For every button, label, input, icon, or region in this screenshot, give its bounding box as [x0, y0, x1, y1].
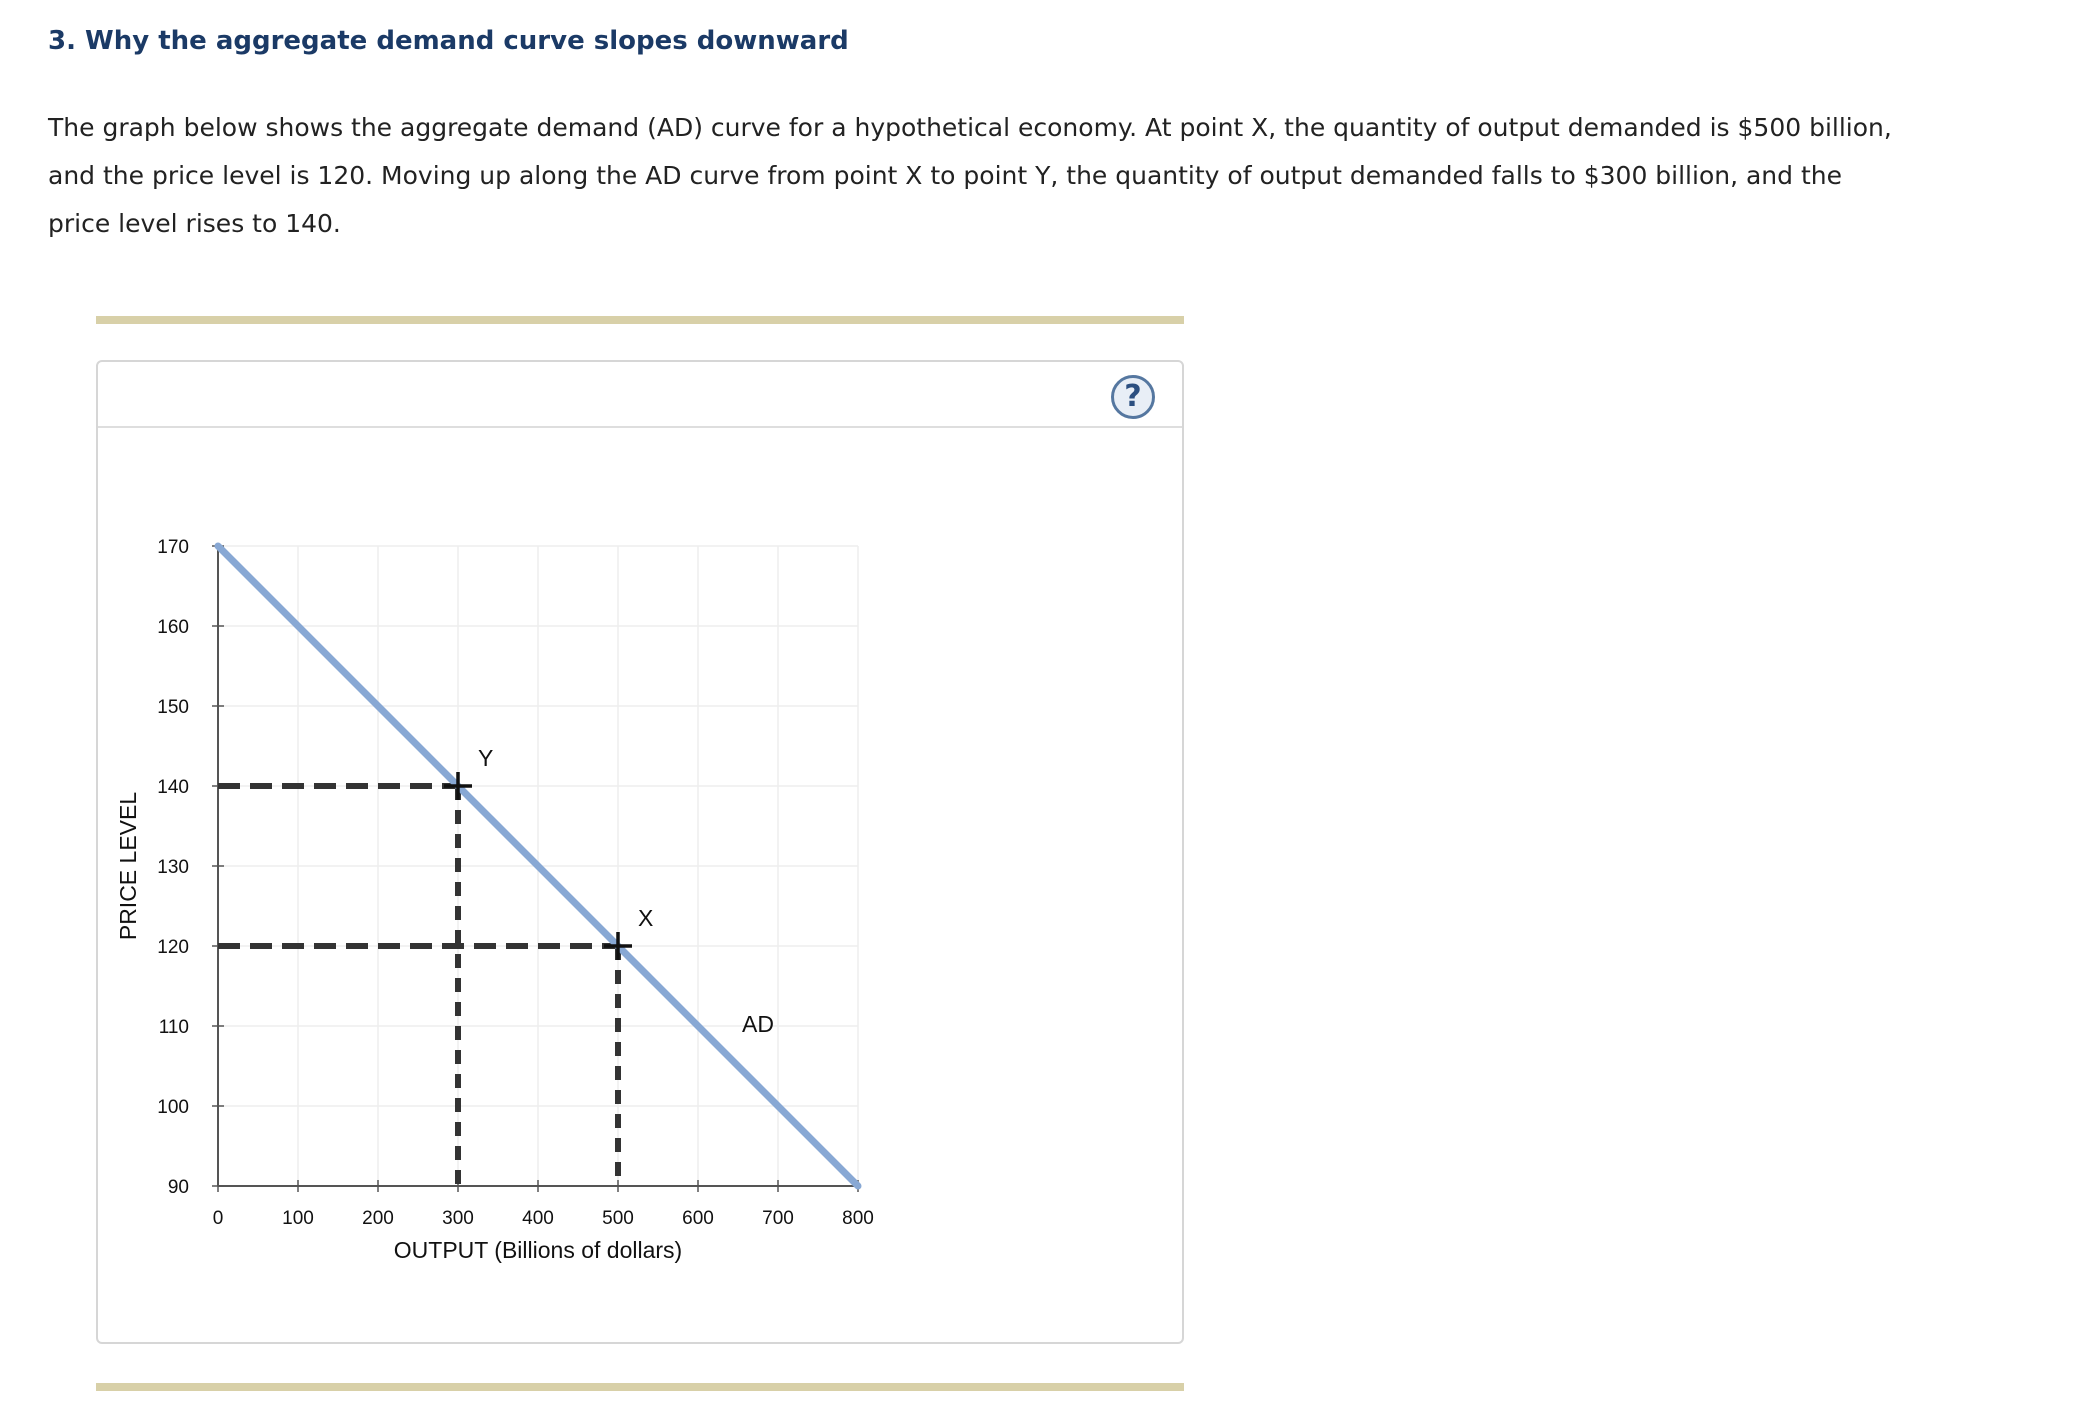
ad-curve-label: AD [742, 1011, 774, 1037]
x-tick-label-400: 400 [522, 1208, 554, 1229]
x-tick-label-500: 500 [602, 1208, 634, 1229]
y-tick-label-170: 170 [157, 537, 189, 558]
y-tick-label-140: 140 [157, 777, 189, 798]
x-tick-label-200: 200 [362, 1208, 394, 1229]
point-y-label: Y [478, 745, 494, 771]
question-intro: The graph below shows the aggregate demand (AD) curve for a hypothetical economy. At point X, the quantity of output demanded is $500 billion, and the price level is 120. Moving up along the AD curve from point X to point Y, the quantity of output demanded falls to $300 billion, and the price level rises to 140. [48, 113, 1892, 238]
y-tick-label-160: 160 [157, 617, 189, 638]
x-tick-label-600: 600 [682, 1208, 714, 1229]
help-button[interactable] [1111, 375, 1155, 419]
y-tick-label-130: 130 [157, 857, 189, 878]
point-x-label: X [638, 905, 654, 931]
y-tick-label-90: 90 [167, 1177, 189, 1198]
x-tick-label-300: 300 [442, 1208, 474, 1229]
x-tick-label-0: 0 [212, 1208, 224, 1229]
x-tick-label-100: 100 [282, 1208, 314, 1229]
x-axis-title: OUTPUT (Billions of dollars) [393, 1237, 683, 1263]
y-axis-title: PRICE LEVEL [115, 791, 141, 941]
question-mark-icon: ? [1124, 379, 1142, 414]
top-divider [96, 316, 1184, 324]
graph-panel-header [98, 362, 1182, 428]
y-tick-label-120: 120 [157, 937, 189, 958]
y-tick-label-110: 110 [158, 1017, 189, 1038]
bottom-divider [96, 1383, 1184, 1391]
question-heading: 3. Why the aggregate demand curve slopes downward [48, 26, 849, 56]
ad-chart [96, 488, 916, 1288]
x-tick-label-800: 800 [842, 1208, 874, 1229]
y-tick-label-100: 100 [157, 1097, 189, 1118]
y-tick-label-150: 150 [157, 697, 189, 718]
x-tick-label-700: 700 [762, 1208, 794, 1229]
